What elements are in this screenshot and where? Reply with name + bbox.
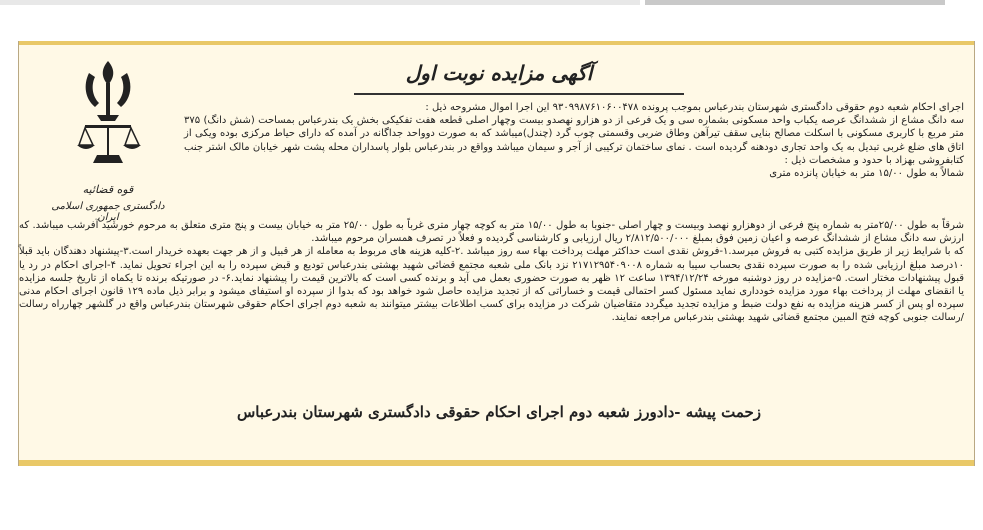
notice-top-band bbox=[19, 41, 974, 45]
emblem-label-justice-department: دادگستری جمهوری اسلامی ایران bbox=[51, 201, 165, 223]
judiciary-emblem bbox=[43, 55, 173, 223]
top-strip bbox=[0, 0, 983, 10]
notice-body-wide bbox=[19, 219, 964, 325]
notice-paragraph-boundaries: شرقاً به طول ۲۵/۰۰متر به شماره پنج فرعی از دوهزارو نهصد وبیست و چهار اصلی -جنوبا به طول ۱۵/۰۰ متر به کوچه چهار متری غرباً به طول ۲۵/۰۰ متر به خیابان بیست و پنج متری متعلق به مرحوم خورشید آفرشب میباشد. که ارزش سه دانگ مشاع از ششدانگ عرصه و اعیان زمین فوق بمبلغ ۲/۸۱۲/۵۰۰/۰۰۰ ریال ارزیابی و کارشناسی گردیده و فعلاً در تصرف همسران مرحوم میباشد. bbox=[19, 220, 964, 245]
notice-body bbox=[184, 101, 964, 180]
auction-notice bbox=[18, 41, 975, 466]
notice-paragraph-north: شمالاً به طول ۱۵/۰۰ متر به خیابان پانزده متری bbox=[769, 168, 964, 180]
notice-title: آگهی مزایده نوبت اول bbox=[405, 61, 593, 85]
judiciary-emblem-icon bbox=[71, 55, 145, 179]
notice-paragraph-intro: اجرای احکام شعبه دوم حقوقی دادگستری شهرستان بندرعباس بموجب پرونده ۹۳۰۹۹۸۷۶۱۰۶۰۰۴۷۸ این اجرا اموال مشروحه ذیل : bbox=[425, 102, 964, 113]
title-underline bbox=[354, 93, 684, 95]
notice-signature: زحمت پیشه -دادورز شعبه دوم اجرای احکام حقوقی دادگستری شهرستان بندرعباس bbox=[236, 403, 762, 421]
top-strip-bar-left bbox=[0, 0, 640, 5]
notice-paragraph-property: سه دانگ مشاع از ششدانگ عرصه یکباب واحد مسکونی بشماره سی و یک فرعی از دو هزارو نهصدو بیست وچهار اصلی قطعه هفت تفکیکی بخش یک بندرعباس بمساحت (شش دانگ) ۳۷۵ متر مربع با کاربری مسکونی با اسکلت مصالح بنایی سقف تیرآهن وطاق ضربی وقسمتی چوب گرد (چندل)میباشد که به صورت دوواحد جداگانه در آمده که دارای حیاط مرکزی بوده ویکی از اتاق های ضلع غربی تبدیل به یک واحد تجاری دودهنه گردیده است . نمای ساختمان ترکیبی از آجر و سیمان میباشد وواقع در بندرعباس بلوار پاسداران محله پشت شهر خیابان مالک اشتر جنب کتابفروشی بهزاد با حدود و مشخصات ذیل : bbox=[184, 115, 964, 166]
notice-paragraph-conditions: که با شرایط زیر از طریق مزایده کتبی به فروش میرسد.۱-فروش نقدی است حداکثر مهلت پرداخت بهاء سه روز میباشد .۲-کلیه هزینه های مربوط به معامله از هر قبیل و از هر جهت بعهده خریدار است.۳-پیشنهاد دهندگان باید قبلاً ۱۰درصد مبلغ ارزیابی شده را به صورت سپرده نقدی بحساب سیبا به شماره ۲۱۷۱۲۹۵۴۰۹۰۰۸ نزد بانک ملی شعبه مجتمع قضائی شهید بهشتی بندرعباس تودیع و قبض سپرده را به این اجراء تحویل نماید. ۴-اجرای احکام در رد یا قبول پیشنهادات مختار است. ۵-مزایده در روز دوشنبه مورخه ۱۳۹۴/۱۲/۲۴ ساعت ۱۲ ظهر به صورت حضوری بعمل می آید و برنده کسی است که بالاترین قیمت را پیشنهاد نماید.۶- در صورتیکه برنده تا یکماه از تاریخ جلسه مزایده یا انقضای مهلت از پرداخت بهاء مورد مزایده خودداری نماید مسئول کسر احتمالی قیمت و خساراتی که از تجدید مزایده حاصل شود خواهد بود که بدوا از سپرده او استیفای میشود و برابر ذیل ماده ۱۲۹ قانون اجرای احکام مدنی سپرده او پس از کسر هزینه مزایده به نفع دولت ضبط و مزایده تجدید میگردد متقاضیان شرکت در مزایده برای کسب اطلاعات بیشتر میتوانند به شعبه دوم اجرای احکام حقوقی شهرستان بندرعباس واقع در گلشهر چهارراه رسالت /رسالت جنوبی کوچه فتح المبین مجتمع قضائی شهید بهشتی بندرعباس مراجعه نمایند. bbox=[19, 246, 965, 324]
top-strip-bar-right bbox=[645, 0, 945, 5]
notice-bottom-band bbox=[19, 460, 974, 466]
emblem-label-judiciary: قوه قضائیه bbox=[82, 183, 134, 196]
